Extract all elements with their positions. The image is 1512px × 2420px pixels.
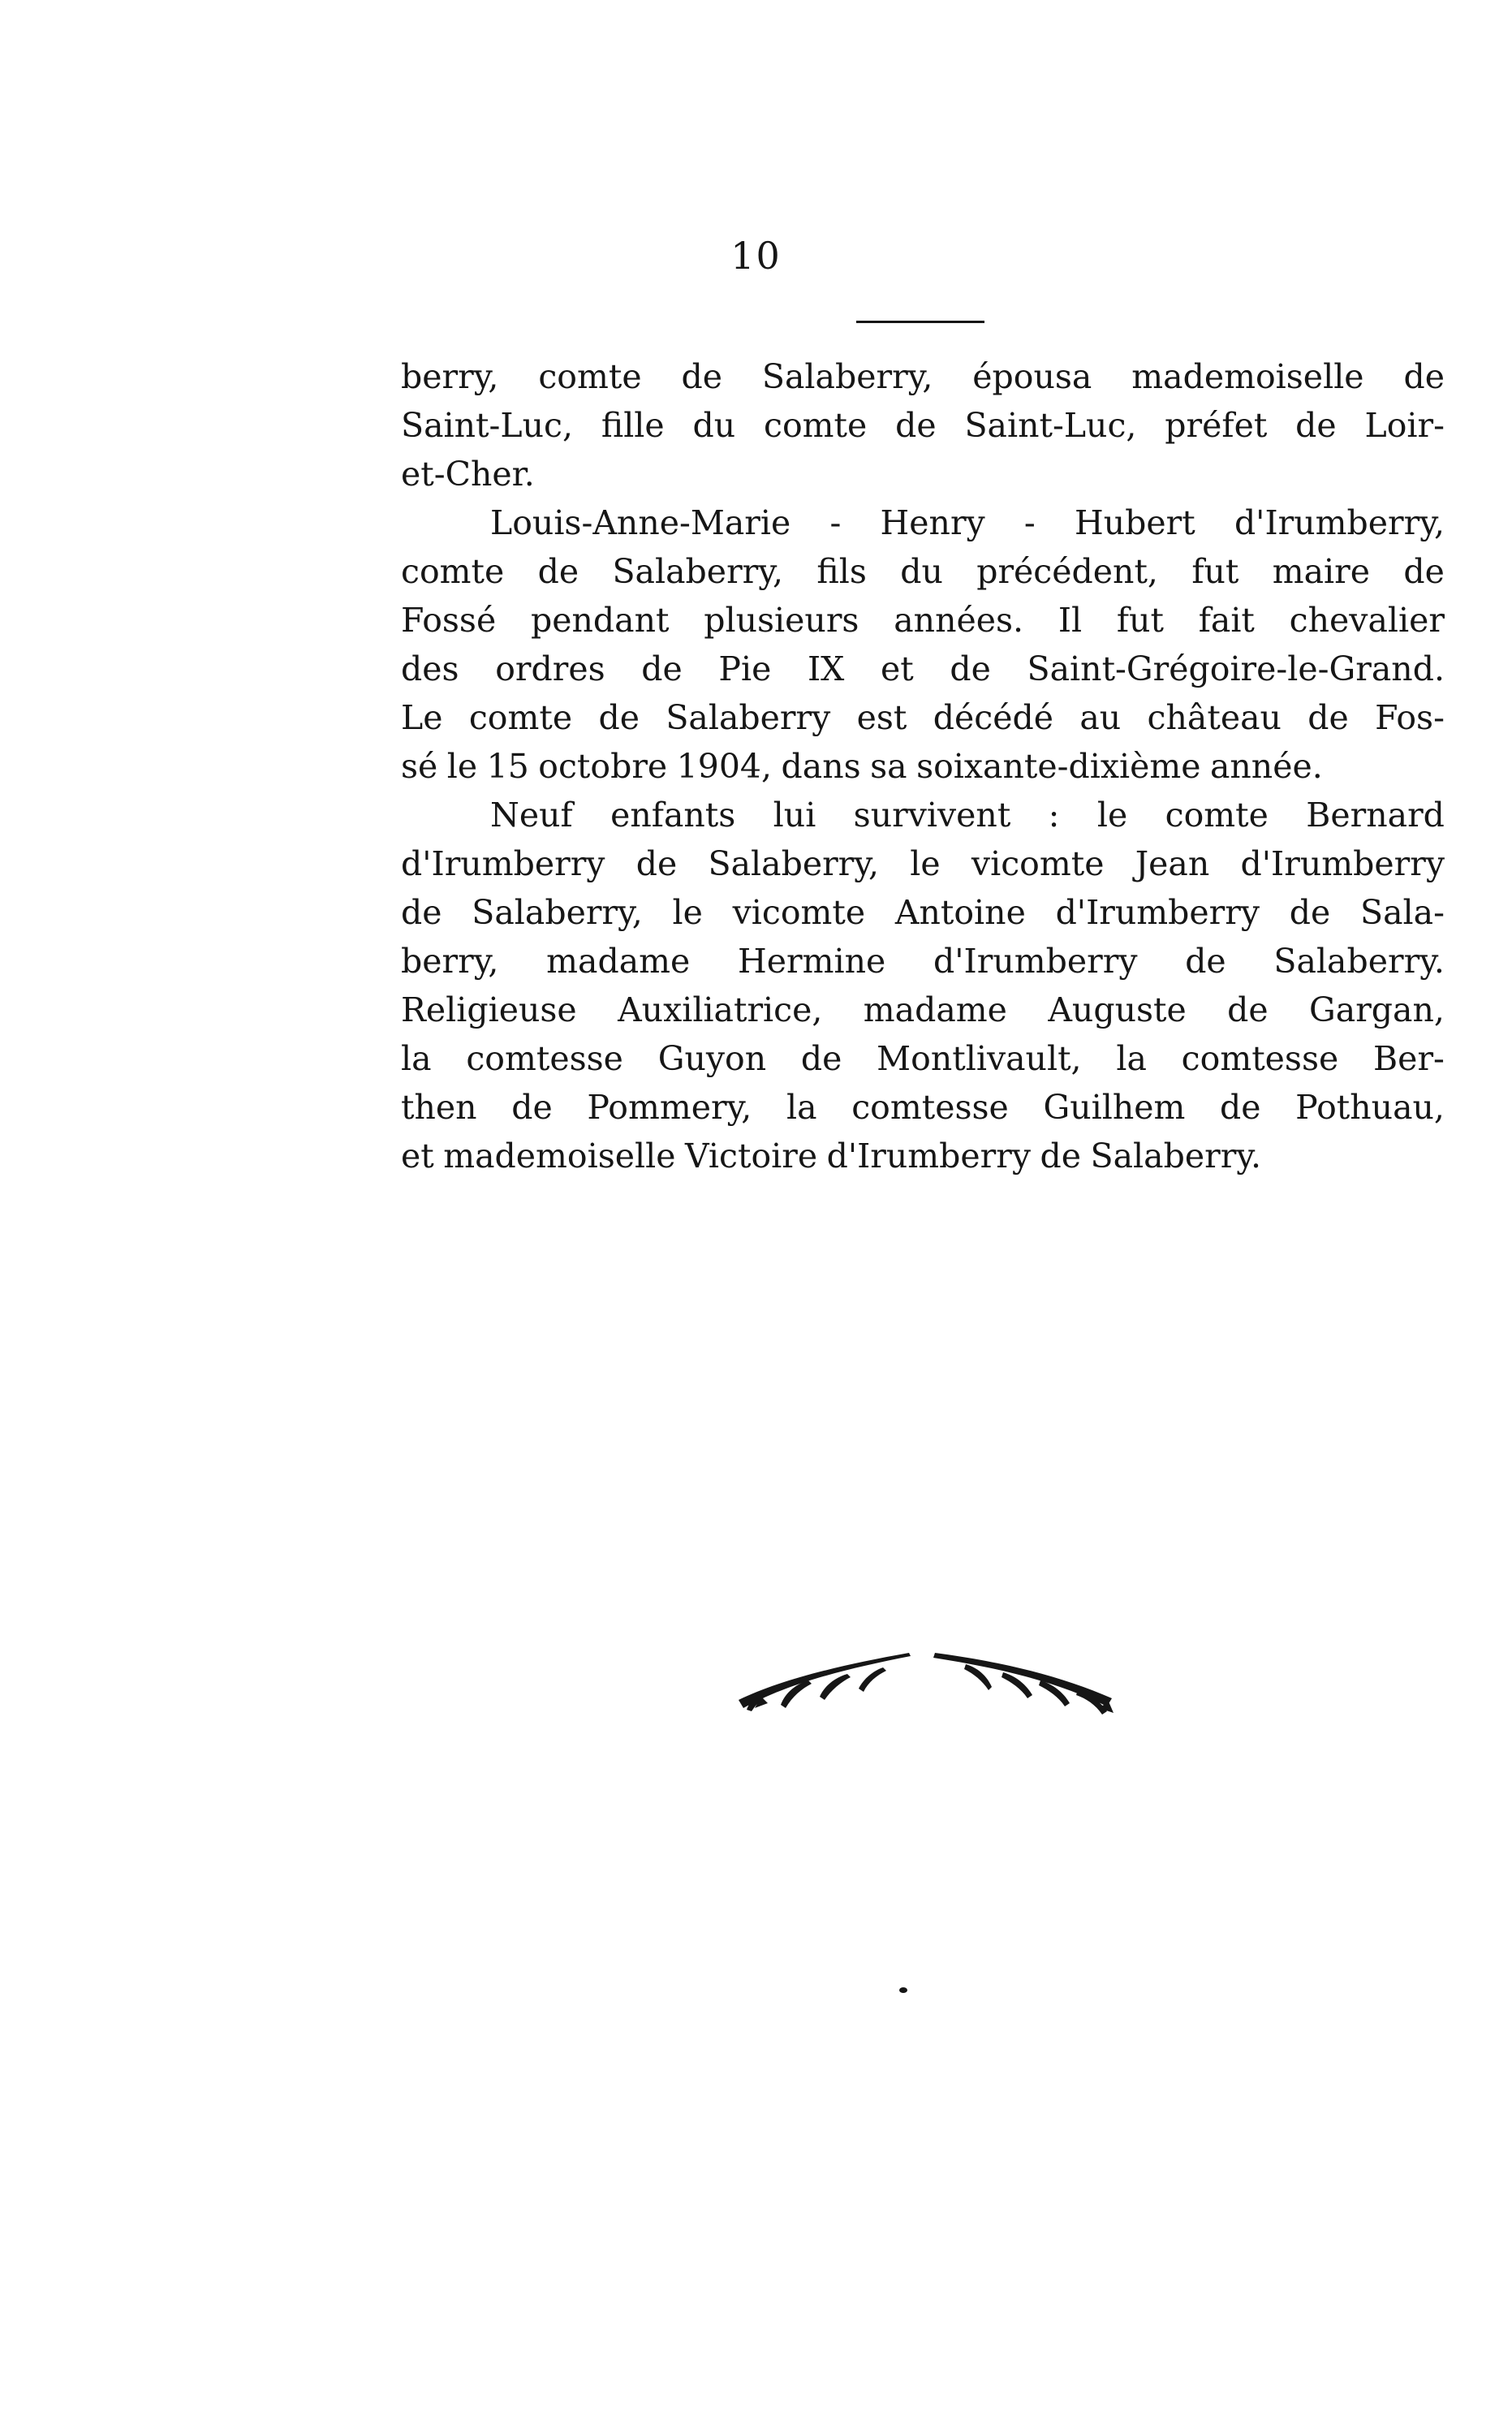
word: de (895, 406, 937, 445)
word: Gargan, (1309, 990, 1445, 1029)
word: Henry (880, 503, 985, 542)
text-line (401, 645, 1445, 693)
word: du (692, 406, 736, 445)
word: Montlivault, (877, 1039, 1082, 1078)
word: de (1403, 357, 1445, 396)
word: et (401, 1137, 434, 1175)
word: Fossé (401, 601, 497, 640)
text-line (401, 791, 1445, 839)
word: d'Irumberry (1240, 844, 1445, 883)
text-line (401, 596, 1445, 645)
word: Neuf (490, 796, 573, 835)
word: de (1307, 698, 1349, 737)
word: berry, (401, 942, 499, 981)
word: de (401, 893, 442, 932)
word: fille (601, 406, 665, 445)
word: Antoine (894, 893, 1026, 932)
word: comtesse (466, 1039, 623, 1078)
word: Saint-Grégoire-le-Grand. (1027, 649, 1445, 688)
word: Le (401, 698, 443, 737)
word: Loir- (1364, 406, 1445, 445)
word: madame (546, 942, 691, 981)
word: de (1289, 893, 1331, 932)
word: Hermine (738, 942, 886, 981)
word: Saint-Luc, (401, 406, 574, 445)
word: comte (764, 406, 868, 445)
word: d'Irumberry (933, 942, 1138, 981)
word: est (856, 698, 907, 737)
text-line (401, 1034, 1445, 1083)
word: d'Irumberry (401, 844, 605, 883)
word: 15 (486, 747, 529, 786)
ink-speck (899, 1987, 907, 1993)
word: - (829, 503, 842, 542)
word: Louis-Anne-Marie (490, 503, 791, 542)
word: Saint-Luc, (964, 406, 1137, 445)
word: pendant (530, 601, 670, 640)
word: de (641, 649, 683, 688)
word: enfants (610, 796, 736, 835)
word: comtesse (851, 1088, 1009, 1127)
word: Salaberry (666, 698, 831, 737)
word: Religieuse (401, 990, 577, 1029)
word: années. (894, 601, 1024, 640)
word: 1904, (676, 747, 773, 786)
text-line (401, 547, 1445, 596)
word: Guyon (657, 1039, 767, 1078)
word: Salaberry, (761, 357, 933, 396)
word: madame (863, 990, 1007, 1029)
word: précédent, (976, 552, 1158, 591)
word: Victoire (685, 1137, 818, 1175)
text-line (401, 888, 1445, 937)
text-line (401, 352, 1445, 401)
word: de (1220, 1088, 1261, 1127)
word: de (800, 1039, 842, 1078)
word: comte (468, 698, 573, 737)
word: le (1096, 796, 1128, 835)
word: des (401, 649, 459, 688)
word: Ber- (1373, 1039, 1445, 1078)
word: Pothuau, (1295, 1088, 1445, 1127)
text-line (401, 693, 1445, 742)
text-line (401, 1083, 1445, 1132)
word: berry, (401, 357, 499, 396)
word: de (598, 698, 640, 737)
word: le (910, 844, 941, 883)
word: Salaberry, (472, 893, 643, 932)
word: mademoiselle (443, 1137, 676, 1175)
word: de (635, 844, 678, 883)
word: fut (1116, 601, 1164, 640)
word: Il (1058, 601, 1083, 640)
word: Hubert (1074, 503, 1195, 542)
word: survivent (853, 796, 1011, 835)
text-line (401, 937, 1445, 986)
word: chevalier (1289, 601, 1445, 640)
word: Auguste (1048, 990, 1187, 1029)
text-line (401, 450, 1445, 498)
text-line (401, 1132, 1445, 1180)
word: château (1147, 698, 1282, 737)
header-rule (856, 321, 984, 323)
word: maire (1272, 552, 1371, 591)
word: épousa (972, 357, 1092, 396)
word: plusieurs (704, 601, 859, 640)
word: IX (807, 649, 845, 688)
word: Auxiliatrice, (618, 990, 823, 1029)
word: de (950, 649, 991, 688)
word: la (1116, 1039, 1147, 1078)
word: fils (816, 552, 867, 591)
word: et (881, 649, 914, 688)
word: de (1403, 552, 1445, 591)
word: de (537, 552, 579, 591)
word: la (401, 1039, 432, 1078)
word: d'Irumberry (1055, 893, 1260, 932)
word: fut (1191, 552, 1239, 591)
word: Pommery, (587, 1088, 752, 1127)
word: comte (1165, 796, 1269, 835)
word: soixante-dixième (916, 747, 1201, 786)
word: de (1185, 942, 1226, 981)
word: Jean (1135, 844, 1210, 883)
word: le (672, 893, 703, 932)
text-line (401, 986, 1445, 1034)
word: la (786, 1088, 817, 1127)
word: décédé (933, 698, 1053, 737)
word: de (1040, 1137, 1082, 1175)
word: Salaberry. (1090, 1137, 1262, 1175)
word: mademoiselle (1131, 357, 1364, 396)
word: de (511, 1088, 553, 1127)
word: d'Irumberry, (1234, 503, 1445, 542)
word: Sala- (1359, 893, 1445, 932)
word: d'Irumberry (826, 1137, 1032, 1175)
word: fait (1198, 601, 1255, 640)
word: préfet (1165, 406, 1268, 445)
word: ordres (495, 649, 605, 688)
word: octobre (538, 747, 668, 786)
tailpiece-ornament-icon (722, 1630, 1128, 1719)
word: Salaberry. (1273, 942, 1445, 981)
word: Salaberry, (708, 844, 880, 883)
word: sé (401, 747, 438, 786)
word: Guilhem (1043, 1088, 1186, 1127)
word: année. (1209, 747, 1323, 786)
word: Bernard (1306, 796, 1445, 835)
word: comtesse (1181, 1039, 1339, 1078)
word: sa (870, 747, 907, 786)
word: then (401, 1088, 477, 1127)
word: dans (781, 747, 861, 786)
word: au (1079, 698, 1122, 737)
word: de (1227, 990, 1269, 1029)
word: vicomte (971, 844, 1105, 883)
body-text (401, 352, 1445, 1180)
word: : (1048, 796, 1060, 835)
word: et-Cher. (401, 455, 535, 494)
text-line (401, 742, 1445, 791)
word: Pie (718, 649, 772, 688)
word: comte (401, 552, 505, 591)
word: Salaberry, (612, 552, 784, 591)
word: lui (773, 796, 816, 835)
word: de (1295, 406, 1337, 445)
word: le (446, 747, 478, 786)
word: Fos- (1375, 698, 1445, 737)
word: comte (538, 357, 642, 396)
word: du (900, 552, 943, 591)
text-line (401, 498, 1445, 547)
word: vicomte (732, 893, 866, 932)
word: - (1023, 503, 1036, 542)
text-line (401, 401, 1445, 450)
text-line (401, 839, 1445, 888)
word: de (681, 357, 722, 396)
page-number: 10 (730, 234, 782, 278)
